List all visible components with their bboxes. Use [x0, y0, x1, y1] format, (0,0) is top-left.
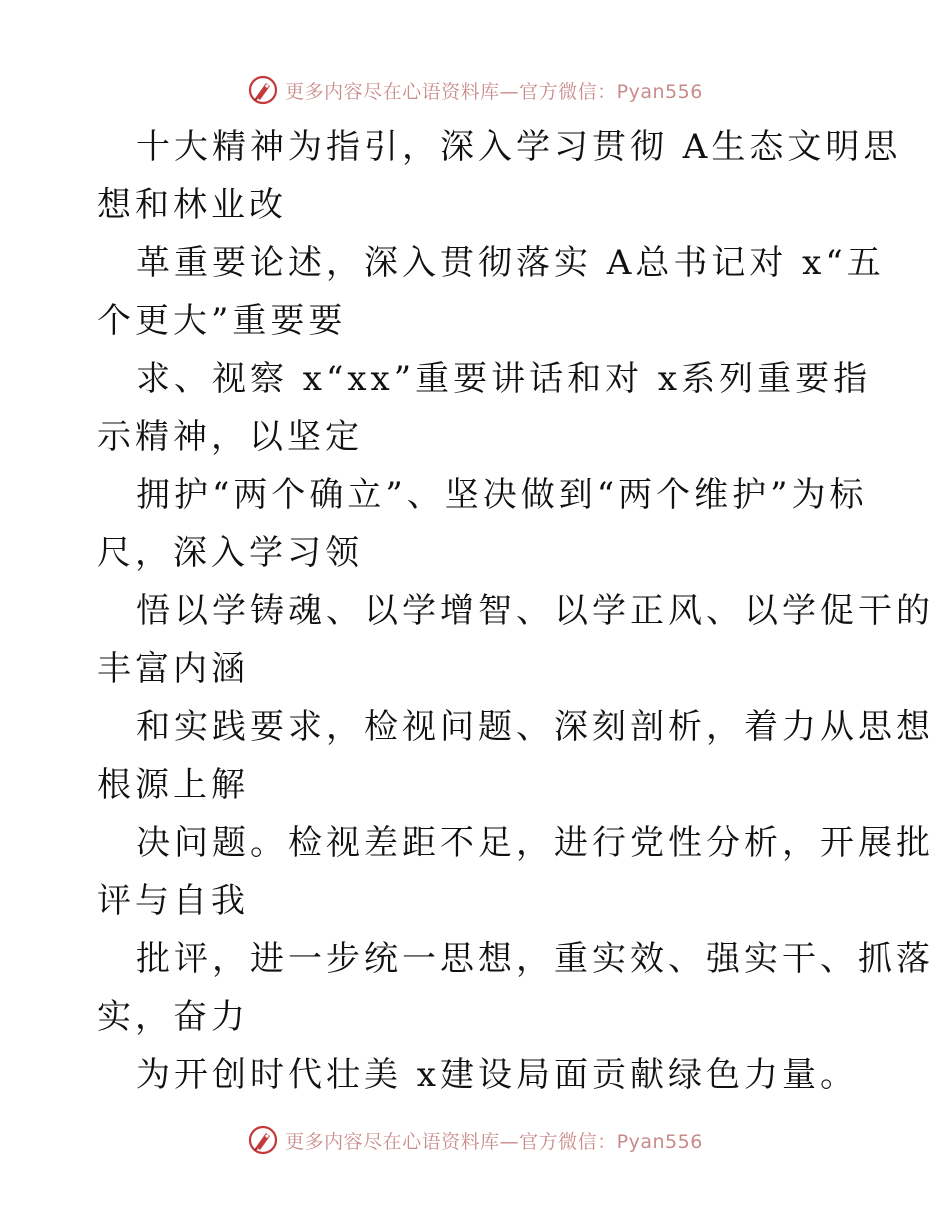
paragraph-line: 拥护“两个确立”、坚决做到“两个维护”为标 — [136, 475, 868, 515]
paragraph — [0, 582, 950, 698]
paragraph — [0, 118, 950, 234]
paragraph-line: 批评，进一步统一思想，重实效、强实干、抓落 — [136, 939, 934, 979]
paragraph-line: 想和林业改 — [97, 185, 287, 225]
paragraph-line: 求、视察 x“xx”重要讲话和对 x系列重要指 — [136, 359, 872, 399]
paragraph-line: 丰富内涵 — [97, 649, 249, 689]
paragraph-line: 革重要论述，深入贯彻落实 A总书记对 x“五 — [136, 243, 885, 283]
watermark-text: 更多内容尽在心语资料库—官方微信：Pyan556 — [285, 80, 703, 103]
paragraph — [0, 350, 950, 466]
paragraph-line: 决问题。检视差距不足，进行党性分析，开展批 — [136, 823, 934, 863]
paragraph — [0, 930, 950, 1046]
paragraph-line: 尺，深入学习领 — [97, 533, 363, 573]
pen-nib-icon — [247, 1124, 279, 1156]
document-body — [0, 118, 950, 1104]
paragraph-line: 为开创时代壮美 x建设局面贡献绿色力量。 — [136, 1055, 858, 1095]
paragraph — [0, 698, 950, 814]
paragraph — [0, 814, 950, 930]
paragraph-line: 根源上解 — [97, 765, 249, 805]
paragraph-line: 十大精神为指引，深入学习贯彻 A生态文明思 — [136, 127, 902, 167]
paragraph — [0, 466, 950, 582]
paragraph-line: 评与自我 — [97, 881, 249, 921]
paragraph-line: 个更大”重要要 — [97, 301, 347, 341]
pen-nib-icon — [247, 74, 279, 106]
paragraph-line: 悟以学铸魂、以学增智、以学正风、以学促干的 — [136, 591, 934, 631]
paragraph — [0, 1046, 950, 1104]
paragraph-line: 示精神，以坚定 — [97, 417, 363, 457]
footer-watermark — [0, 1122, 950, 1158]
watermark-text: 更多内容尽在心语资料库—官方微信：Pyan556 — [285, 1130, 703, 1153]
header-watermark — [0, 72, 950, 108]
paragraph-line: 和实践要求，检视问题、深刻剖析，着力从思想 — [136, 707, 934, 747]
paragraph-line: 实，奋力 — [97, 997, 249, 1037]
paragraph — [0, 234, 950, 350]
